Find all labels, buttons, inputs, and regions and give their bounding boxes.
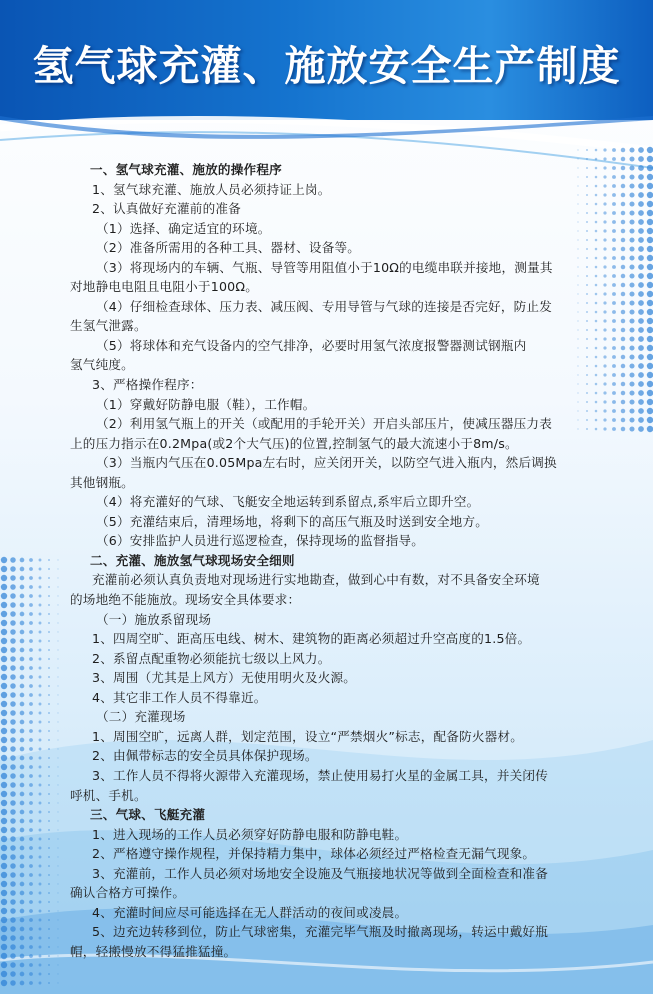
text-line: （3）当瓶内气压在0.05Mpa左右时，应关闭开关，以防空气进入瓶内，然后调换	[96, 455, 557, 471]
text-line: 1、周围空旷，远离人群，划定范围，设立“严禁烟火”标志，配备防火器材。	[92, 728, 524, 744]
text-line: 帽，轻搬慢放不得猛推猛撞。	[70, 943, 237, 959]
text-line: （2）利用氢气瓶上的开关（或配用的手轮开关）开启头部压片，使减压器压力表	[96, 416, 552, 432]
text-line: （5）充灌结束后，清理场地，将剩下的高压气瓶及时送到安全地方。	[96, 513, 489, 529]
page-title: 氢气球充灌、施放安全生产制度	[32, 42, 621, 90]
text-line: 充灌前必须认真负责地对现场进行实地勘查，做到心中有数，对不具备安全环境	[92, 572, 540, 588]
text-line: 4、充灌时间应尽可能选择在无人群活动的夜间或凌晨。	[92, 904, 408, 920]
text-line: 3、充灌前，工作人员必须对场地安全设施及气瓶接地状况等做到全面检查和准备	[92, 865, 548, 881]
text-line: 生氢气泄露。	[70, 318, 147, 334]
section-heading: 三、气球、飞艇充灌	[90, 807, 206, 823]
text-line: 对地静电电阻且电阻小于100Ω。	[70, 279, 258, 295]
regulation-text	[70, 160, 625, 961]
text-line: （6）安排监护人员进行巡逻检查，保持现场的监督指导。	[96, 533, 425, 549]
text-line: 的场地绝不能施放。现场安全具体要求：	[70, 592, 301, 608]
text-line: 4、其它非工作人员不得靠近。	[92, 689, 267, 705]
text-line: 2、认真做好充灌前的准备	[92, 201, 241, 217]
text-line: 其他钢瓶。	[70, 474, 134, 490]
text-line: 2、系留点配重物必须能抗七级以上风力。	[92, 650, 331, 666]
text-line: 3、严格操作程序：	[92, 377, 203, 393]
text-line: （1）穿戴好防静电服（鞋），工作帽。	[96, 396, 316, 412]
text-line: 3、周围（尤其是上风方）无使用明火及火源。	[92, 670, 357, 686]
section-heading: 二、充灌、施放氢气球现场安全细则	[90, 552, 295, 568]
text-line: 1、四周空旷、距高压电线、树木、建筑物的距离必须超过升空高度的1.5倍。	[92, 631, 531, 647]
text-line: 3、工作人员不得将火源带入充灌现场，禁止使用易打火星的金属工具，并关闭传	[92, 767, 548, 783]
text-line: （4）将充灌好的气球、飞艇安全地运转到系留点,系牢后立即升空。	[96, 494, 480, 510]
text-line: 确认合格方可操作。	[70, 885, 186, 901]
text-line: 1、氢气球充灌、施放人员必须持证上岗。	[92, 181, 331, 197]
text-line: 2、严格遵守操作规程，并保持精力集中，球体必须经过严格检查无漏气现象。	[92, 846, 536, 862]
text-line: 氢气纯度。	[70, 357, 134, 373]
text-line: 2、由佩带标志的安全员具体保护现场。	[92, 748, 318, 764]
text-line: （3）将现场内的车辆、气瓶、导管等用阻值小于10Ω的电缆串联并接地，测量其	[96, 259, 553, 275]
text-line: （二）充灌现场	[96, 709, 186, 725]
text-line: （1）选择、确定适宜的环境。	[96, 220, 271, 236]
section-heading: 一、氢气球充灌、施放的操作程序	[90, 162, 282, 177]
text-line: 呼机、手机。	[70, 787, 147, 803]
text-line: （一）施放系留现场	[96, 611, 212, 627]
text-line: 上的压力指示在0.2Mpa(或2个大气压)的位置,控制氢气的最大流速小于8m/s。	[70, 435, 518, 451]
text-line: 5、边充边转移到位，防止气球密集，充灌完毕气瓶及时撤离现场，转运中戴好瓶	[92, 924, 548, 940]
text-line: （4）仔细检查球体、压力表、减压阀、专用导管与气球的连接是否完好，防止发	[96, 298, 552, 314]
text-line: 1、进入现场的工作人员必须穿好防静电服和防静电鞋。	[92, 826, 408, 842]
text-line: （5）将球体和充气设备内的空气排净，必要时用氢气浓度报警器测试钢瓶内	[96, 337, 527, 353]
text-line: （2）准备所需用的各种工具、器材、设备等。	[96, 240, 361, 256]
